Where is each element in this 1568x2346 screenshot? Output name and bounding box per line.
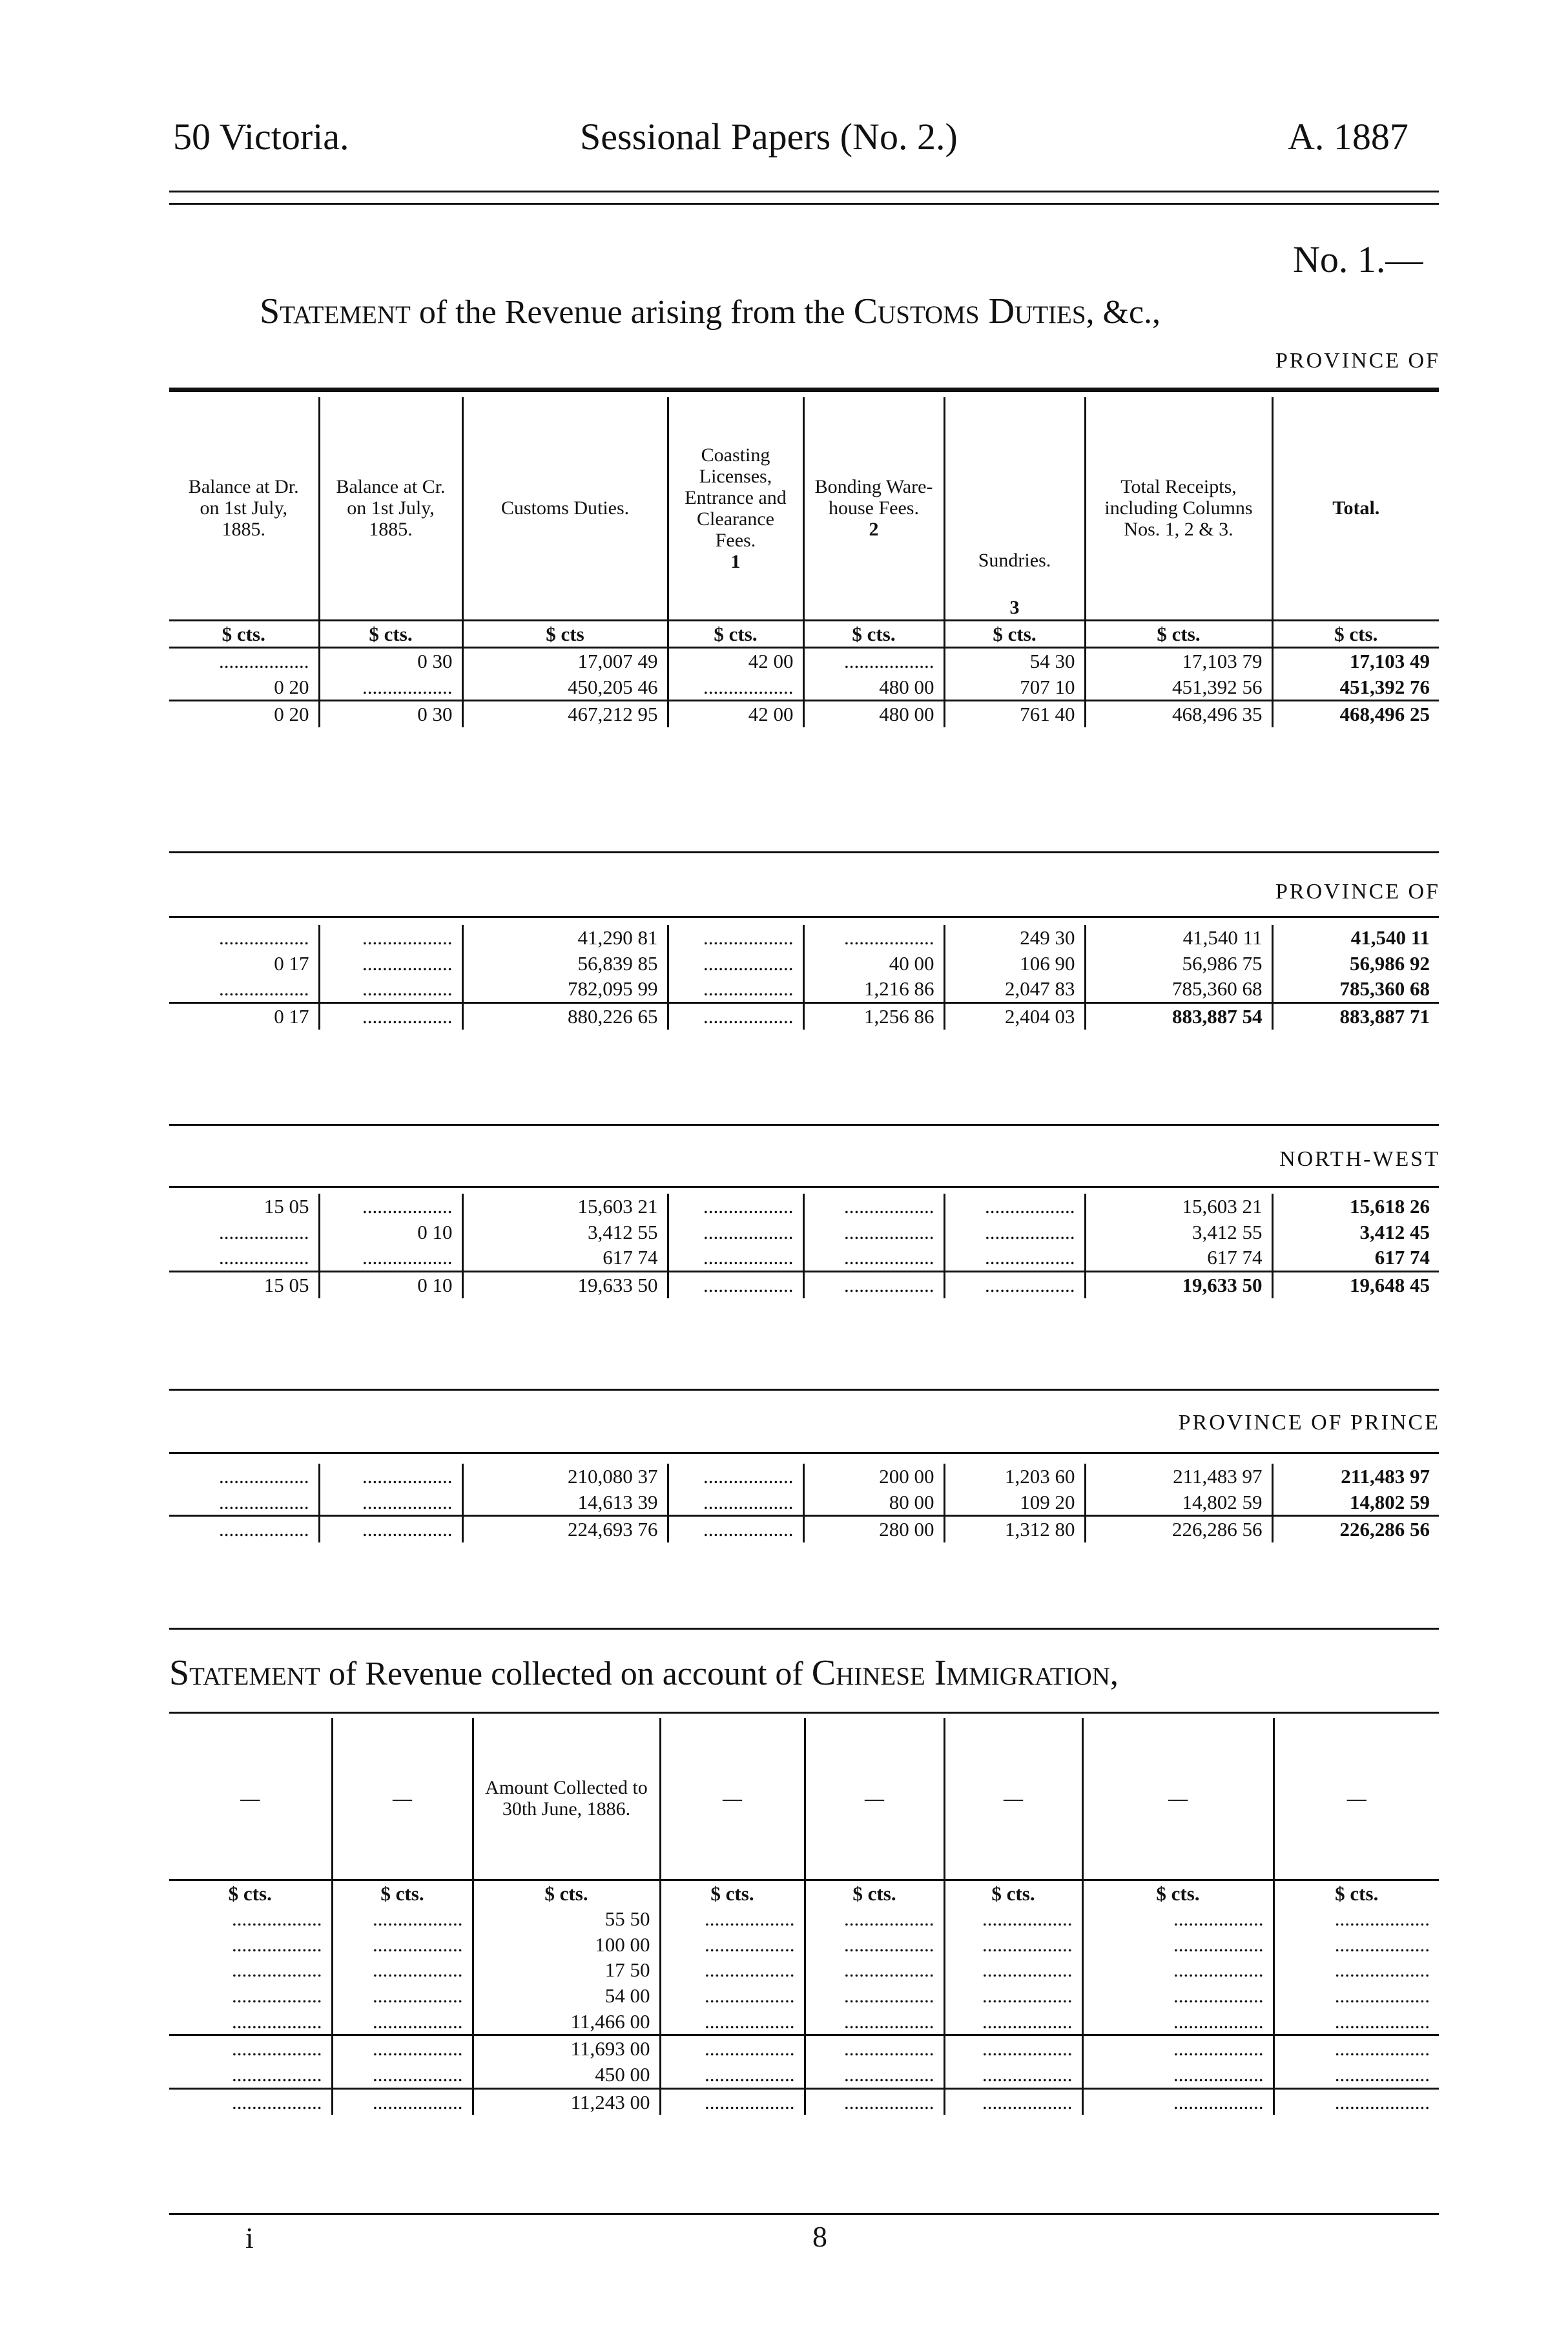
cell: 56,839 85 <box>462 951 668 977</box>
caption-text-end: , <box>1109 1656 1119 1692</box>
table-row <box>169 1957 1439 1983</box>
cell: .................. <box>332 2062 473 2088</box>
header-right: A. 1887 <box>1288 116 1408 158</box>
section-rule <box>169 1186 1439 1188</box>
cell: .................. <box>219 977 309 1001</box>
cell: .................. <box>319 1245 462 1271</box>
unit-cell: $ cts. <box>805 1880 944 1906</box>
cell: 451,392 76 <box>1272 674 1439 701</box>
col-header-blank: — <box>1082 1718 1274 1880</box>
cell: .................. <box>668 1516 803 1542</box>
table2-bottom-rule <box>169 2213 1439 2215</box>
table1-top-rule <box>169 388 1439 392</box>
unit-cell: $ cts. <box>473 1880 660 1906</box>
cell: .................. <box>803 1245 944 1271</box>
cell: .................. <box>219 1465 309 1488</box>
table-row <box>169 1194 1439 1220</box>
unit-cell: $ cts. <box>1274 1880 1439 1906</box>
cell: .................. <box>668 674 803 701</box>
cell: .................. <box>319 1194 462 1220</box>
cell: 1,216 86 <box>803 976 944 1002</box>
cell: .................. <box>944 2035 1082 2062</box>
caption-word-chinese-immigration: Chinese Immigration <box>811 1653 1110 1693</box>
table2-top-rule <box>169 1712 1439 1714</box>
cell: .................. <box>660 1983 805 2009</box>
cell: .................. <box>1082 2062 1274 2088</box>
col-header-total: Total. <box>1272 397 1439 620</box>
cell: 15 05 <box>263 1195 309 1218</box>
cell: 280 00 <box>803 1516 944 1542</box>
customs-table-section-4 <box>169 1464 1439 1542</box>
cell: ................... <box>1274 1932 1439 1958</box>
table-row <box>169 2009 1439 2035</box>
cell: .................. <box>169 2035 332 2062</box>
cell: .................. <box>1082 1983 1274 2009</box>
cell: 761 40 <box>944 701 1085 727</box>
cell: .................. <box>805 1957 944 1983</box>
cell: 54 30 <box>944 648 1085 674</box>
table-row <box>169 951 1439 977</box>
cell: 0 10 <box>319 1271 462 1298</box>
cell: .................. <box>803 1194 944 1220</box>
cell: .................. <box>803 925 944 951</box>
cell: 15,603 21 <box>1085 1194 1272 1220</box>
cell: 785,360 68 <box>1272 976 1439 1002</box>
document-number: No. 1.— <box>1293 238 1423 280</box>
table1-unit-row <box>169 620 1439 648</box>
cell: .................. <box>1082 2009 1274 2035</box>
footer-left-mark: i <box>245 2221 254 2254</box>
cell: .................. <box>803 1271 944 1298</box>
cell: 2,047 83 <box>944 976 1085 1002</box>
cell: .................. <box>232 2009 322 2033</box>
cell: .................. <box>944 1194 1085 1220</box>
header-rule-top <box>169 191 1439 192</box>
cell: .................. <box>805 1906 944 1932</box>
section-rule <box>169 916 1439 918</box>
cell: .................. <box>1082 2035 1274 2062</box>
cell: .................. <box>944 2009 1082 2035</box>
col-header-blank: — <box>1274 1718 1439 1880</box>
table-row <box>169 1906 1439 1932</box>
cell: 0 30 <box>319 701 462 727</box>
unit-cell: $ cts. <box>1272 620 1439 648</box>
cell: 883,887 54 <box>1085 1002 1272 1029</box>
table-row <box>169 674 1439 701</box>
cell: 109 20 <box>944 1490 1085 1516</box>
cell: .................. <box>332 1983 473 2009</box>
cell: .................. <box>668 976 803 1002</box>
section-divider <box>169 1389 1439 1391</box>
col-header-blank: — <box>660 1718 805 1880</box>
cell: .................. <box>944 1932 1082 1958</box>
unit-cell: $ cts. <box>803 620 944 648</box>
cell: .................. <box>660 2062 805 2088</box>
cell: .................. <box>944 1957 1082 1983</box>
cell: 19,633 50 <box>462 1271 668 1298</box>
col-header-balance-dr: Balance at Dr. on 1st July, 1885. <box>188 476 299 541</box>
section-label-1: PROVINCE OF <box>1275 349 1440 373</box>
section-divider <box>169 851 1439 853</box>
cell: 226,286 56 <box>1272 1516 1439 1542</box>
total-row <box>169 2088 1439 2115</box>
unit-cell: $ cts <box>462 620 668 648</box>
cell: .................. <box>660 1957 805 1983</box>
col-header-amount-collected: Amount Collected to 30th June, 1886. <box>473 1718 660 1880</box>
cell: 15,618 26 <box>1272 1194 1439 1220</box>
cell: .................. <box>668 1002 803 1029</box>
cell: .................. <box>232 1933 322 1956</box>
cell: 0 10 <box>319 1220 462 1245</box>
cell: 56,986 92 <box>1272 951 1439 977</box>
unit-cell: $ cts. <box>660 1880 805 1906</box>
cell: 0 30 <box>319 648 462 674</box>
cell: .................. <box>332 1932 473 1958</box>
cell: .................. <box>805 1983 944 2009</box>
cell: 468,496 35 <box>1085 701 1272 727</box>
cell: .................. <box>319 1002 462 1029</box>
cell: 14,802 59 <box>1272 1490 1439 1516</box>
cell: .................. <box>232 2062 322 2086</box>
col-header-coasting-licenses: Coasting Licenses, Entrance and Clearance Fees. 1 <box>668 397 803 620</box>
cell: .................. <box>805 2035 944 2062</box>
cell: 55 50 <box>473 1906 660 1932</box>
caption-word-customs: Customs Duties <box>853 291 1086 331</box>
cell: .................. <box>1082 1932 1274 1958</box>
total-row <box>169 701 1439 727</box>
statement-caption-customs <box>260 291 1161 332</box>
cell: .................. <box>805 2062 944 2088</box>
cell: .................. <box>668 925 803 951</box>
cell: .................. <box>1082 1957 1274 1983</box>
unit-cell: $ cts. <box>1085 620 1272 648</box>
cell: 11,466 00 <box>473 2009 660 2035</box>
unit-cell: $ cts. <box>332 1880 473 1906</box>
cell: ................... <box>1274 2088 1439 2115</box>
cell: .................. <box>660 1932 805 1958</box>
section-label-3: NORTH-WEST <box>1279 1147 1440 1171</box>
cell: 3,412 45 <box>1272 1220 1439 1245</box>
table-row <box>169 648 1439 674</box>
cell: .................. <box>319 951 462 977</box>
unit-cell: $ cts. <box>169 1880 332 1906</box>
cell: 0 20 <box>274 675 309 698</box>
cell: .................. <box>668 1271 803 1298</box>
cell: .................. <box>332 2009 473 2035</box>
cell: 56,986 75 <box>1085 951 1272 977</box>
header-left: 50 Victoria. <box>173 116 349 158</box>
section-label-2: PROVINCE OF <box>1275 880 1440 904</box>
cell: .................. <box>668 1220 803 1245</box>
caption-word-statement: Statement <box>169 1653 320 1693</box>
subtotal-row <box>169 2062 1439 2088</box>
cell: 14,802 59 <box>1085 1490 1272 1516</box>
customs-table-section-1 <box>169 397 1439 727</box>
cell: 19,648 45 <box>1272 1271 1439 1298</box>
cell: .................. <box>944 1271 1085 1298</box>
cell: 617 74 <box>1085 1245 1272 1271</box>
cell: 41,540 11 <box>1272 925 1439 951</box>
cell: .................. <box>944 2062 1082 2088</box>
unit-cell: $ cts. <box>944 620 1085 648</box>
table-row <box>169 1245 1439 1271</box>
statement-caption-chinese-immigration <box>169 1652 1119 1694</box>
cell: 200 00 <box>803 1464 944 1490</box>
section-label-4: PROVINCE OF PRINCE <box>1178 1411 1440 1435</box>
header-center: Sessional Papers (No. 2.) <box>580 116 958 158</box>
cell: ................... <box>1274 2009 1439 2035</box>
total-row <box>169 1002 1439 1029</box>
cell: 707 10 <box>944 674 1085 701</box>
chinese-immigration-table <box>169 1718 1439 2115</box>
cell: .................. <box>668 1245 803 1271</box>
caption-word-statement: Statement <box>260 291 411 331</box>
cell: .................. <box>944 1220 1085 1245</box>
cell: 249 30 <box>944 925 1085 951</box>
cell: 480 00 <box>803 701 944 727</box>
table2-header-row <box>169 1718 1439 1880</box>
cell: .................. <box>668 951 803 977</box>
cell: .................. <box>668 1194 803 1220</box>
caption-text: of the Revenue arising from the <box>410 294 854 331</box>
cell: 785,360 68 <box>1085 976 1272 1002</box>
cell: 80 00 <box>803 1490 944 1516</box>
cell: .................. <box>169 648 319 674</box>
cell: .................. <box>944 1245 1085 1271</box>
cell: .................. <box>805 1932 944 1958</box>
cell: 0 17 <box>274 951 309 975</box>
cell: 41,540 11 <box>1085 925 1272 951</box>
unit-cell: $ cts. <box>944 1880 1082 1906</box>
cell: .................. <box>169 1516 319 1542</box>
cell: 782,095 99 <box>462 976 668 1002</box>
table1-bottom-rule <box>169 1628 1439 1630</box>
unit-cell: $ cts. <box>169 620 319 648</box>
table-row <box>169 1220 1439 1245</box>
cell: 17,103 49 <box>1272 648 1439 674</box>
cell: 3,412 55 <box>462 1220 668 1245</box>
cell: 617 74 <box>462 1245 668 1271</box>
cell: 11,243 00 <box>473 2088 660 2115</box>
col-header-balance-cr: Balance at Cr. on 1st July, 1885. <box>319 397 462 620</box>
caption-text: of Revenue collected on account of <box>320 1656 812 1692</box>
cell: 40 00 <box>803 951 944 977</box>
cell: 17,007 49 <box>462 648 668 674</box>
cell: .................. <box>232 1907 322 1931</box>
cell: .................. <box>319 976 462 1002</box>
cell: ................... <box>1274 2035 1439 2062</box>
page-number: 8 <box>812 2220 827 2253</box>
cell: .................. <box>219 1220 309 1243</box>
col-header-blank: — <box>240 1787 260 1809</box>
cell: 19,633 50 <box>1085 1271 1272 1298</box>
unit-cell: $ cts. <box>668 620 803 648</box>
cell: 210,080 37 <box>462 1464 668 1490</box>
cell: .................. <box>805 2009 944 2035</box>
cell: .................. <box>668 1490 803 1516</box>
cell: 17 50 <box>473 1957 660 1983</box>
subtotal-row <box>169 2035 1439 2062</box>
cell: .................. <box>232 1958 322 1982</box>
table-row <box>169 1932 1439 1958</box>
cell: .................. <box>319 1516 462 1542</box>
cell: .................. <box>319 1490 462 1516</box>
cell: .................. <box>805 2088 944 2115</box>
cell: 11,693 00 <box>473 2035 660 2062</box>
cell: .................. <box>332 2035 473 2062</box>
cell: 450 00 <box>473 2062 660 2088</box>
cell: .................. <box>169 2088 332 2115</box>
total-row <box>169 1271 1439 1298</box>
table-row <box>169 1490 1439 1516</box>
cell: .................. <box>803 648 944 674</box>
cell: 480 00 <box>803 674 944 701</box>
cell: .................. <box>660 2088 805 2115</box>
table-row <box>169 1983 1439 2009</box>
cell: 17,103 79 <box>1085 648 1272 674</box>
header-rule-bottom <box>169 203 1439 205</box>
cell: .................. <box>332 2088 473 2115</box>
table-row <box>169 976 1439 1002</box>
cell: 211,483 97 <box>1272 1464 1439 1490</box>
section-rule <box>169 1452 1439 1454</box>
cell: .................. <box>660 2035 805 2062</box>
cell: .................. <box>219 1490 309 1513</box>
cell: ................... <box>1274 1957 1439 1983</box>
cell: 2,404 03 <box>944 1002 1085 1029</box>
table2-unit-row <box>169 1880 1439 1906</box>
cell: .................. <box>944 2088 1082 2115</box>
cell: ................... <box>1274 1906 1439 1932</box>
col-header-blank: — <box>944 1718 1082 1880</box>
table-row <box>169 1464 1439 1490</box>
cell: 1,256 86 <box>803 1002 944 1029</box>
cell: .................. <box>660 2009 805 2035</box>
customs-table-section-3 <box>169 1194 1439 1298</box>
col-header-bonding-fees: Bonding Ware-house Fees. 2 <box>803 397 944 620</box>
cell: 883,887 71 <box>1272 1002 1439 1029</box>
table-row <box>169 925 1439 951</box>
cell: 15 05 <box>169 1271 319 1298</box>
cell: 15,603 21 <box>462 1194 668 1220</box>
cell: 468,496 25 <box>1272 701 1439 727</box>
total-row <box>169 1516 1439 1542</box>
cell: 0 17 <box>169 1002 319 1029</box>
cell: 54 00 <box>473 1983 660 2009</box>
cell: .................. <box>660 1906 805 1932</box>
cell: .................. <box>1082 2088 1274 2115</box>
cell: 42 00 <box>668 701 803 727</box>
cell: .................. <box>1082 1906 1274 1932</box>
cell: 451,392 56 <box>1085 674 1272 701</box>
caption-text-end: , &c., <box>1086 294 1161 331</box>
cell: ................... <box>1274 1983 1439 2009</box>
cell: .................. <box>944 1983 1082 2009</box>
unit-cell: $ cts. <box>1082 1880 1274 1906</box>
cell: 42 00 <box>668 648 803 674</box>
cell: 226,286 56 <box>1085 1516 1272 1542</box>
cell: 41,290 81 <box>462 925 668 951</box>
cell: 0 20 <box>169 701 319 727</box>
cell: 106 90 <box>944 951 1085 977</box>
cell: .................. <box>944 1906 1082 1932</box>
col-header-blank: — <box>805 1718 944 1880</box>
cell: 211,483 97 <box>1085 1464 1272 1490</box>
cell: 100 00 <box>473 1932 660 1958</box>
col-header-sundries: Sundries. 3 <box>944 397 1085 620</box>
cell: .................. <box>332 1957 473 1983</box>
cell: 1,203 60 <box>944 1464 1085 1490</box>
cell: ................... <box>1274 2062 1439 2088</box>
col-header-blank: — <box>332 1718 473 1880</box>
cell: .................. <box>319 674 462 701</box>
cell: 450,205 46 <box>462 674 668 701</box>
cell: 1,312 80 <box>944 1516 1085 1542</box>
col-header-customs-duties: Customs Duties. <box>462 397 668 620</box>
cell: .................. <box>232 1984 322 2008</box>
cell: 880,226 65 <box>462 1002 668 1029</box>
cell: .................. <box>219 926 309 949</box>
cell: .................. <box>319 1464 462 1490</box>
cell: 617 74 <box>1272 1245 1439 1271</box>
cell: 224,693 76 <box>462 1516 668 1542</box>
cell: .................. <box>668 1464 803 1490</box>
section-divider <box>169 1124 1439 1126</box>
col-header-total-receipts: Total Receipts, including Columns Nos. 1, 2 & 3. <box>1085 397 1272 620</box>
table1-header-row <box>169 397 1439 620</box>
unit-cell: $ cts. <box>319 620 462 648</box>
cell: 14,613 39 <box>462 1490 668 1516</box>
customs-table-section-2 <box>169 925 1439 1030</box>
cell: 467,212 95 <box>462 701 668 727</box>
cell: .................. <box>319 925 462 951</box>
cell: .................. <box>803 1220 944 1245</box>
cell: 3,412 55 <box>1085 1220 1272 1245</box>
cell: .................. <box>332 1906 473 1932</box>
cell: .................. <box>219 1246 309 1269</box>
